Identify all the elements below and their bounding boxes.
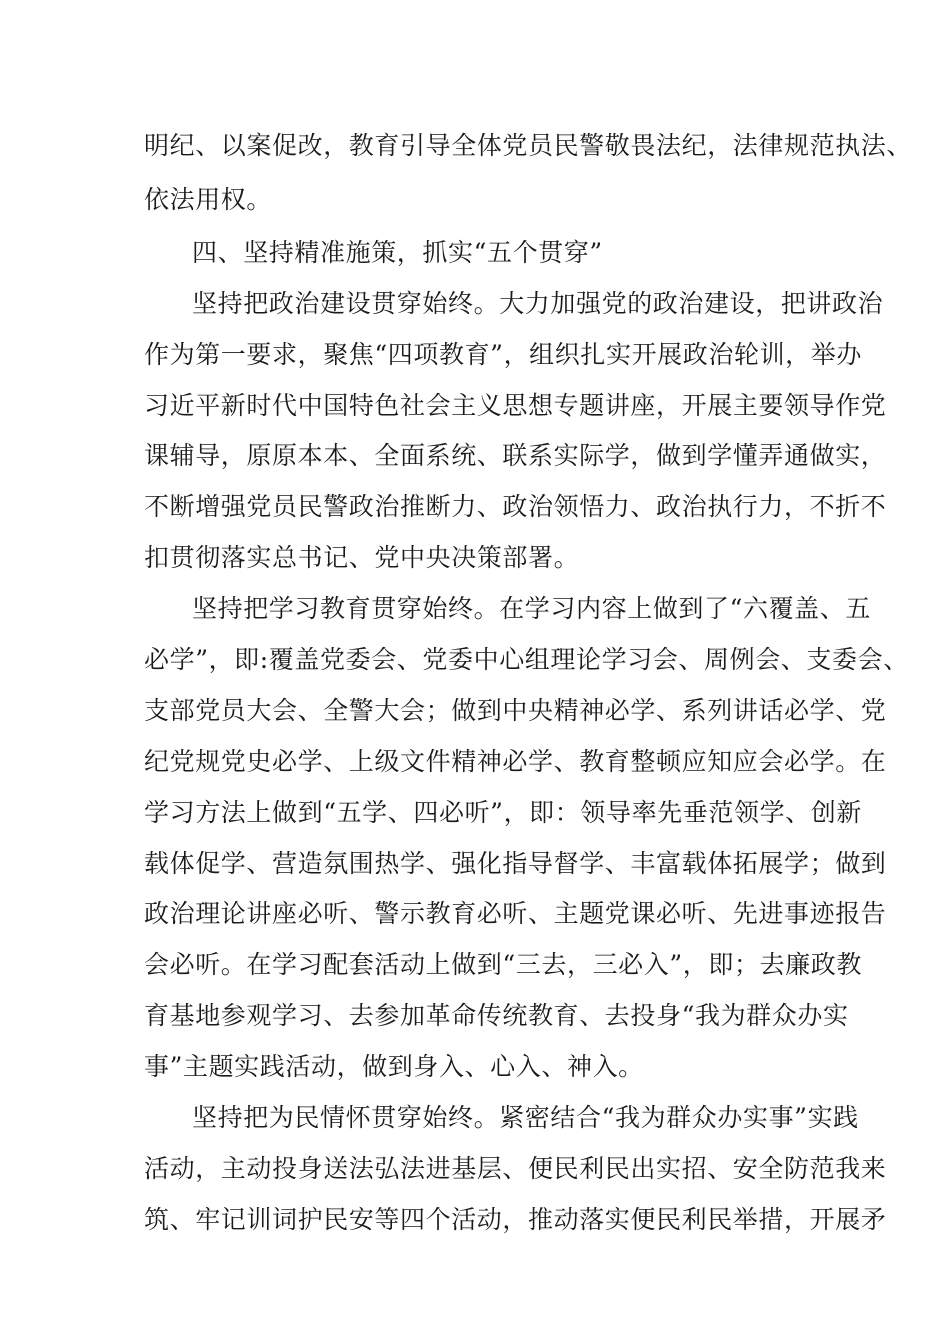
text-line: 载体促学、营造氛围热学、强化指导督学、丰富载体拓展学；做到: [144, 849, 887, 878]
text-line: 依法用权。: [144, 185, 273, 214]
text-line: 支部党员大会、全警大会；做到中央精神必学、系列讲话必学、党: [144, 696, 887, 725]
text-line: 育基地参观学习、去参加革命传统教育、去投身“我为群众办实: [144, 1001, 849, 1030]
text-line: 筑、牢记训词护民安等四个活动，推动落实便民利民举措，开展矛: [144, 1205, 887, 1234]
text-line: 明纪、以案促改，教育引导全体党员民警敬畏法纪，法律规范执法、: [144, 131, 913, 160]
text-line: 事”主题实践活动，做到身入、心入、神入。: [144, 1052, 644, 1081]
paragraph-first-line: 坚持把政治建设贯穿始终。大力加强党的政治建设，把讲政治: [192, 289, 884, 318]
text-line: 课辅导，原原本本、全面系统、联系实际学，做到学懂弄通做实，: [144, 441, 887, 470]
section-heading: 四、坚持精准施策，抓实“五个贯穿”: [192, 238, 603, 267]
text-line: 作为第一要求，聚焦“四项教育”，组织扎实开展政治轮训，举办: [144, 340, 862, 369]
text-line: 学习方法上做到“五学、四必听”，即：领导率先垂范领学、创新: [144, 798, 862, 827]
text-line: 习近平新时代中国特色社会主义思想专题讲座，开展主要领导作党: [144, 391, 887, 420]
text-line: 政治理论讲座必听、警示教育必听、主题党课必听、先进事迹报告: [144, 899, 887, 928]
text-line: 纪党规党史必学、上级文件精神必学、教育整顿应知应会必学。在: [144, 747, 887, 776]
paragraph-first-line: 坚持把为民情怀贯穿始终。紧密结合“我为群众办实事”实践: [192, 1103, 859, 1132]
text-line: 活动，主动投身送法弘法进基层、便民利民出实招、安全防范我来: [144, 1154, 887, 1183]
text-line: 会必听。在学习配套活动上做到“三去，三必入”，即；去廉政教: [144, 950, 862, 979]
text-line: 扣贯彻落实总书记、党中央决策部署。: [144, 543, 580, 572]
text-line: 必学”，即:覆盖党委会、党委中心组理论学习会、周例会、支委会、: [144, 645, 909, 674]
text-line: 不断增强党员民警政治推断力、政治领悟力、政治执行力，不折不: [144, 492, 887, 521]
paragraph-first-line: 坚持把学习教育贯穿始终。在学习内容上做到了“六覆盖、五: [192, 594, 871, 623]
